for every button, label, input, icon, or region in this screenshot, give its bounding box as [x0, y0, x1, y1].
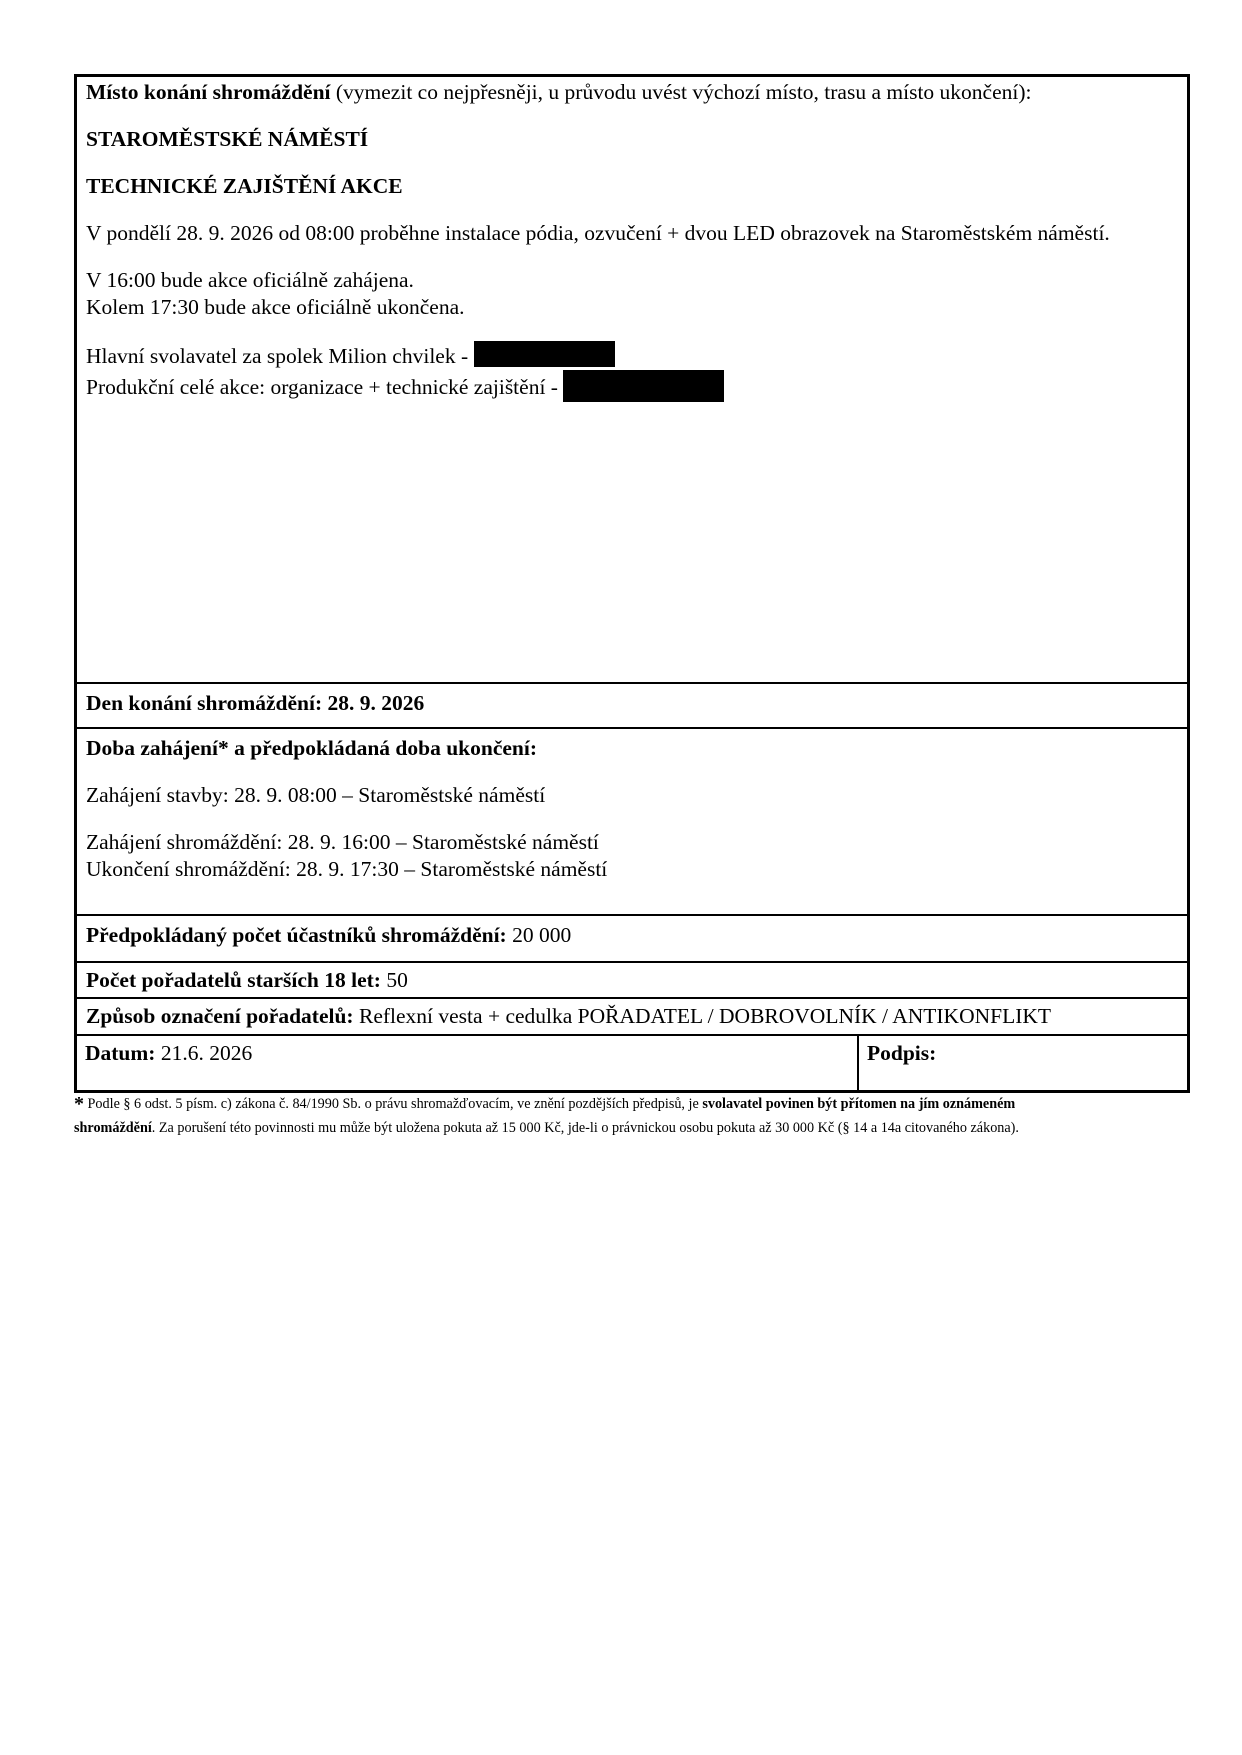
marking-label: Způsob označení pořadatelů: — [86, 1004, 354, 1028]
footnote-bold-1: svolavatel povinen být přítomen na jím oznámeném — [702, 1096, 1016, 1112]
date-label: Datum: — [85, 1041, 156, 1065]
participants-label: Předpokládaný počet účastníků shromáždění: — [86, 923, 507, 947]
participants-value: 20 000 — [506, 923, 572, 947]
install-text: V pondělí 28. 9. 2026 od 08:00 proběhne instalace pódia, ozvučení + dvou LED obrazovek na Staroměstském náměstí. — [86, 221, 1110, 245]
organizers-line — [86, 967, 1179, 994]
date-cell — [77, 1036, 859, 1090]
production-line — [86, 370, 1179, 402]
participants-section — [77, 914, 1187, 961]
time-section — [77, 727, 1187, 914]
participants-line — [86, 922, 1179, 949]
place-heading: STAROMĚSTSKÉ NÁMĚSTÍ — [86, 127, 369, 151]
footnote-text-1: Podle § 6 odst. 5 písm. c) zákona č. 84/1990 Sb. o právu shromažďovacím, ve znění pozdějších předpisů, je — [84, 1096, 703, 1112]
footnote-line-2 — [74, 1116, 1192, 1140]
marking-section — [77, 997, 1187, 1034]
place-section — [77, 77, 1187, 682]
redaction-box — [474, 341, 615, 367]
organizers-label: Počet pořadatelů starších 18 let: — [86, 968, 381, 992]
end-text: Kolem 17:30 bude akce oficiálně ukončena. — [86, 295, 465, 319]
marking-line — [86, 1003, 1179, 1030]
build-start-text: Zahájení stavby: 28. 9. 08:00 – Staroměstské náměstí — [86, 783, 546, 807]
start-text: V 16:00 bude akce oficiálně zahájena. — [86, 268, 414, 292]
footnote-star: * — [74, 1093, 84, 1115]
footnote-text-2: . Za porušení této povinnosti mu může být uložena pokuta až 15 000 Kč, jde-li o právnickou osobu pokuta až 30 000 Kč (§ 14 a 14a citovaného zákona). — [151, 1120, 1019, 1136]
organizer-line — [86, 341, 1179, 370]
date-line — [85, 1040, 849, 1067]
marking-value: Reflexní vesta + cedulka POŘADATEL / DOBROVOLNÍK / ANTIKONFLIKT — [353, 1004, 1052, 1028]
organizer-text: Hlavní svolavatel za spolek Milion chvilek - — [86, 344, 474, 368]
redaction-box — [563, 370, 724, 402]
technical-heading: TECHNICKÉ ZAJIŠTĚNÍ AKCE — [86, 174, 403, 198]
organizers-value: 50 — [380, 968, 408, 992]
signature-row — [77, 1034, 1187, 1090]
date-label: Den konání shromáždění: 28. 9. 2026 — [86, 691, 425, 715]
date-value: 21.6. 2026 — [155, 1041, 253, 1065]
organizers-section — [77, 961, 1187, 997]
footnote-line-1 — [74, 1092, 1192, 1116]
footnote-bold-2: shromáždění — [74, 1120, 152, 1136]
assembly-end-text: Ukončení shromáždění: 28. 9. 17:30 – Staroměstské náměstí — [86, 857, 608, 881]
place-label: Místo konání shromáždění — [86, 80, 331, 104]
production-text: Produkční celé akce: organizace + technické zajištění - — [86, 375, 564, 399]
date-section — [77, 682, 1187, 727]
assembly-start-text: Zahájení shromáždění: 28. 9. 16:00 – Staroměstské náměstí — [86, 830, 599, 854]
time-label: Doba zahájení* a předpokládaná doba ukončení: — [86, 736, 538, 760]
signature-cell — [859, 1036, 1187, 1090]
footnote — [74, 1092, 1192, 1140]
place-label-line — [86, 79, 1179, 106]
place-hint: (vymezit co nejpřesněji, u průvodu uvést výchozí místo, trasu a místo ukončení): — [330, 80, 1032, 104]
assembly-notice-form — [74, 74, 1190, 1093]
signature-label: Podpis: — [867, 1041, 937, 1065]
